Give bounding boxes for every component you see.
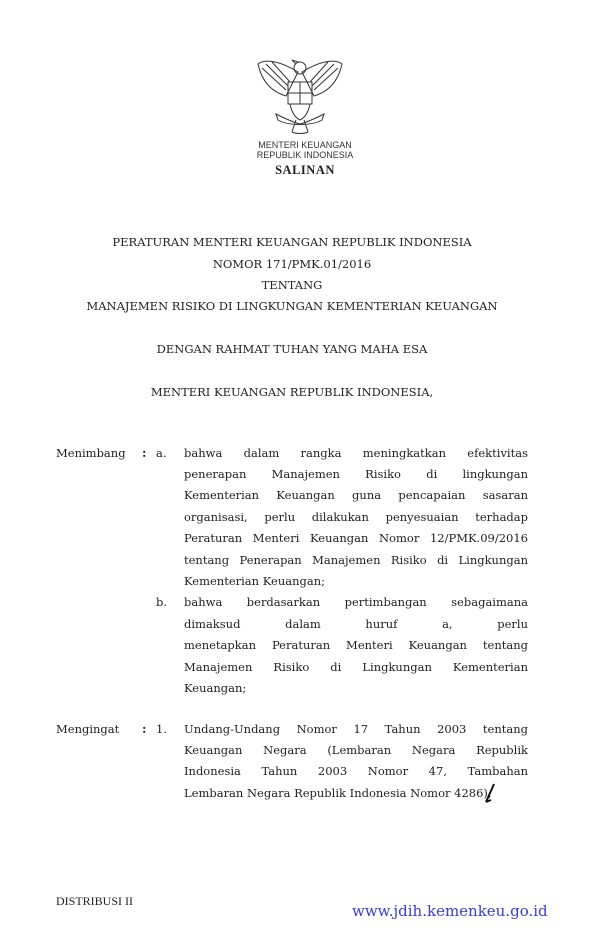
ministry-name: MENTERI KEUANGAN (258, 140, 352, 150)
item-marker: b. (156, 595, 168, 609)
country-name: REPUBLIK INDONESIA (256, 150, 354, 160)
text-line: Indonesia Tahun 2003 Nomor 47, Tambahan (184, 764, 528, 778)
colon: : (142, 722, 147, 736)
distribution-label: DISTRIBUSI II (56, 894, 133, 908)
text-line: tentang Penerapan Manajemen Risiko di Lingkungan (184, 553, 528, 567)
text-line: Kementerian Keuangan; (184, 574, 325, 588)
text-line: Keuangan Negara (Lembaran Negara Republik (184, 743, 528, 757)
authority-line: MENTERI KEUANGAN REPUBLIK INDONESIA, (150, 385, 434, 399)
text-line: bahwa berdasarkan pertimbangan sebagaimana (184, 595, 528, 609)
text-line: organisasi, perlu dilakukan penyesuaian terhadap (184, 510, 528, 524)
copy-stamp: SALINAN (275, 163, 335, 177)
text-line: menetapkan Peraturan Menteri Keuangan tentang (184, 638, 528, 652)
text-line: dimaksud dalam huruf a, perlu (184, 617, 528, 631)
text-line: Kementerian Keuangan guna pencapaian sasaran (184, 488, 528, 502)
letterhead (230, 140, 380, 160)
garuda-emblem-icon (252, 52, 348, 140)
regulation-number: NOMOR 171/PMK.01/2016 (212, 257, 372, 271)
text-line: penerapan Manajemen Risiko di lingkungan (184, 467, 528, 481)
mengingat-label: Mengingat (56, 722, 120, 736)
text-line: Lembaran Negara Republik Indonesia Nomor 4286); (184, 786, 492, 800)
item-marker: a. (156, 446, 167, 460)
item-marker: 1. (156, 722, 167, 736)
colon: : (142, 446, 147, 460)
regulation-title: PERATURAN MENTERI KEUANGAN REPUBLIK INDONESIA (112, 235, 472, 249)
blessing-line: DENGAN RAHMAT TUHAN YANG MAHA ESA (156, 342, 428, 356)
text-line: Peraturan Menteri Keuangan Nomor 12/PMK.09/2016 (184, 531, 528, 545)
text-line: bahwa dalam rangka meningkatkan efektivitas (184, 446, 528, 460)
menimbang-label: Menimbang (56, 446, 126, 460)
text-line: Keuangan; (184, 681, 247, 695)
text-line: Undang-Undang Nomor 17 Tahun 2003 tentang (184, 722, 528, 736)
website-link[interactable]: www.jdih.kemenkeu.go.id (352, 902, 548, 920)
regulation-about: TENTANG (261, 278, 323, 292)
text-line: Manajemen Risiko di Lingkungan Kementerian (184, 660, 528, 674)
regulation-subject: MANAJEMEN RISIKO DI LINGKUNGAN KEMENTERIAN KEUANGAN (86, 299, 498, 313)
initial-mark-icon (482, 782, 498, 808)
